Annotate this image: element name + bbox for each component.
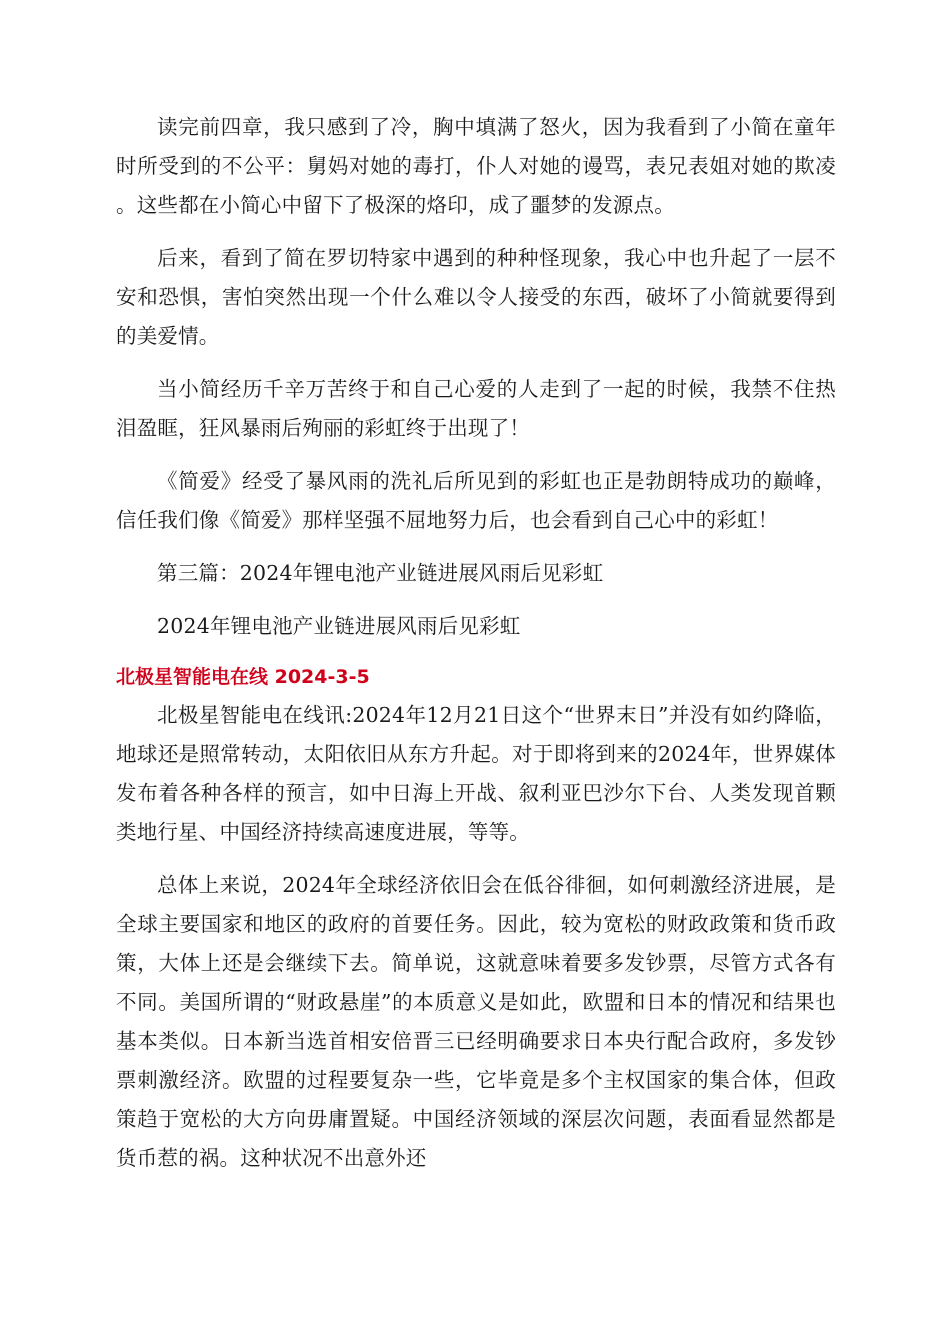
paragraph-rainbow-appears: 当小简经历千辛万苦终于和自己心爱的人走到了一起的时候，我禁不住热泪盈眶，狂风暴雨后殉丽的彩虹终于出现了！ <box>116 377 836 440</box>
paragraph-reading-first-chapters: 读完前四章，我只感到了冷，胸中填满了怒火，因为我看到了小简在童年时所受到的不公平：舅妈对她的毒打，仆人对她的谩骂，表兄表姐对她的欺凌。这些都在小简心中留下了极深的烙印，成了噩梦的发源点。 <box>116 115 836 217</box>
source-heading: 北极星智能电在线 2024-3-5 <box>116 666 370 688</box>
paragraph-news-intro: 北极星智能电在线讯:2024年12月21日这个“世界末日”并没有如约降临，地球还是照常转动，太阳依旧从东方升起。对于即将到来的2024年，世界媒体发布着各种各样的预言，如中日海上开战、叙利亚巴沙尔下台、人类发现首颗类地行星、中国经济持续高速度进展，等等。 <box>116 703 836 844</box>
paragraph-rochester-house: 后来，看到了简在罗切特家中遇到的种种怪现象，我心中也升起了一层不安和恐惧，害怕突然出现一个什么难以令人接受的东西，破坏了小简就要得到的美爱情。 <box>116 246 836 348</box>
article-title: 2024年锂电池产业链进展风雨后见彩虹 <box>157 614 521 638</box>
section-title-third-article: 第三篇：2024年锂电池产业链进展风雨后见彩虹 <box>157 561 604 585</box>
paragraph-global-economy: 总体上来说，2024年全球经济依旧会在低谷徘徊，如何刺激经济进展，是全球主要国家和地区的政府的首要任务。因此，较为宽松的财政政策和货币政策，大体上还是会继续下去。简单说，这就意味着要多发钞票，尽管方式各有不同。美国所谓的“财政悬崖”的本质意义是如此，欧盟和日本的情况和结果也基本类似。日本新当选首相安倍晋三已经明确要求日本央行配合政府，多发钞票刺激经济。欧盟的过程要复杂一些，它毕竟是多个主权国家的集合体，但政策趋于宽松的大方向毋庸置疑。中国经济领域的深层次问题，表面看显然都是货币惹的祸。这种状况不出意外还 <box>116 873 836 1170</box>
paragraph-jane-eyre-summary: 《简爱》经受了暴风雨的洗礼后所见到的彩虹也正是勃朗特成功的巅峰，信任我们像《简爱》那样坚强不屈地努力后，也会看到自己心中的彩虹！ <box>116 469 836 532</box>
document-page <box>116 108 836 1178</box>
